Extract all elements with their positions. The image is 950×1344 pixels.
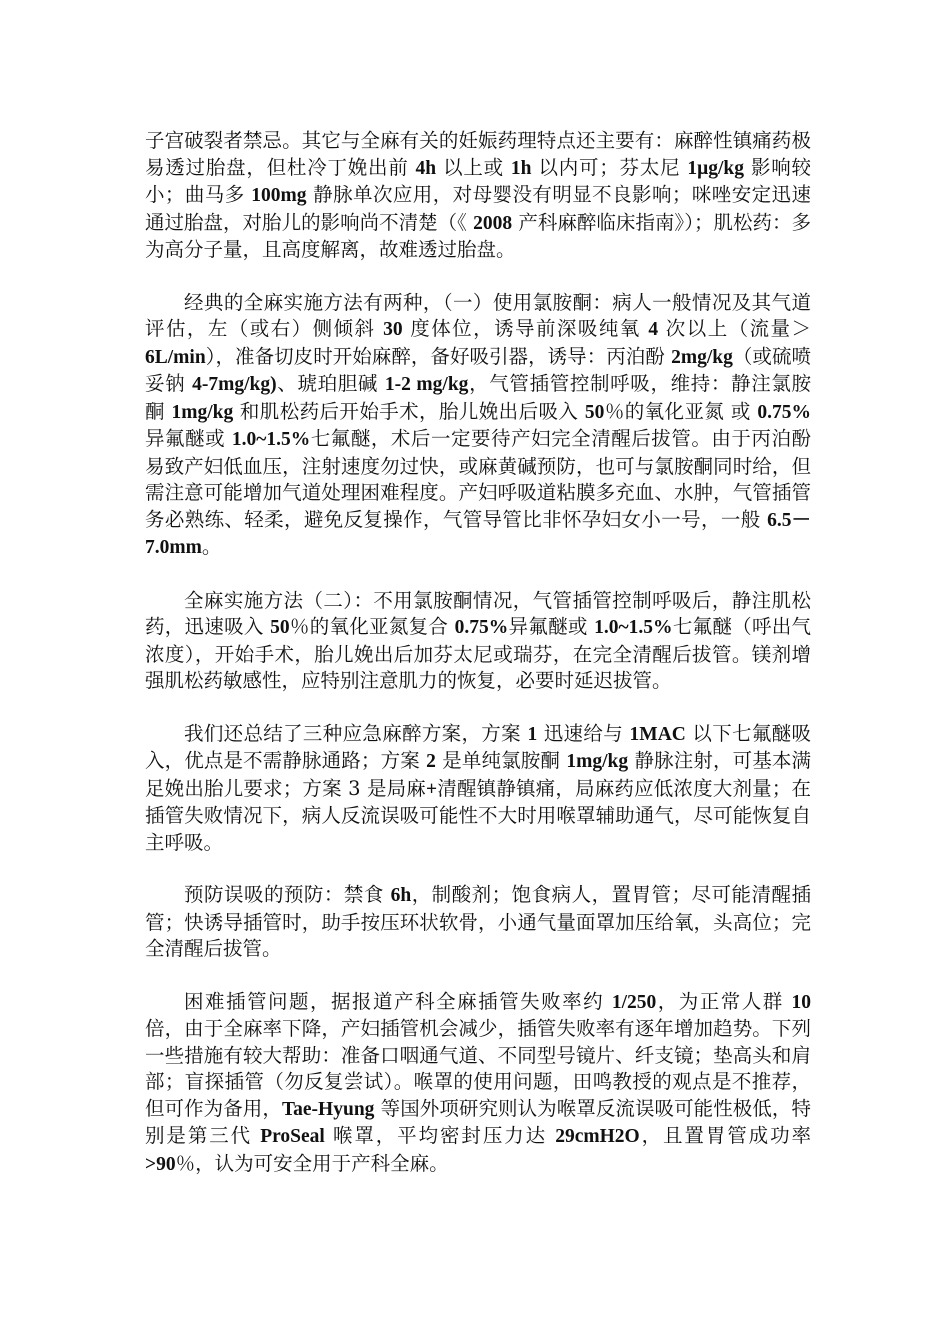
bold-text: 30 [383,319,403,340]
text-segment: 我们还总结了三种应急麻醉方案，方案 [184,721,528,745]
text-segment: （或硫喷妥钠 [145,344,811,395]
bold-text: 1.0~1.5% [231,429,311,450]
text-segment: 预防误吸的预防：禁食 [184,883,391,906]
bold-text: ProSeal [260,1126,325,1147]
text-segment: 经典的全麻实施方法有两种，（一）使用氯胺酮：病人一般情况及其气道评估，左（或右）侧倾斜 [145,290,811,340]
text-segment: 清醒镇静镇痛，局麻药应低浓度大剂量；在插管失败情况下，病人反流误吸可能性不大时用喉罩辅助通气，尽可能恢复自主呼吸。 [145,776,811,854]
bold-text: 4 [648,319,659,340]
text-segment: 全麻实施方法（二）：不用氯胺酮情况，气管插管控制呼吸后，静注肌松药，迅速吸入 [145,588,811,638]
bold-text: 1-2 mg/kg [384,374,469,395]
text-segment: 、琥珀胆碱 [276,372,385,395]
text-segment: 静脉单次应用，对母婴没有明显不良影响；咪唑安定迅速通过胎盘，对胎儿的影响尚不清楚（《 [145,183,811,234]
text-segment: ，制酸剂；饱食病人，置胃管；尽可能清醒插管；快诱导插管时，助手按压环状软骨，小通气量面罩加压给氧，头高位；完全清醒后拔管。 [145,883,811,960]
bold-text: 1mg/kg [566,751,629,772]
bold-text: + [425,778,438,800]
bold-text: 2 [426,751,436,772]
bold-text: 50 [584,401,605,423]
bold-text: 0.75% [757,401,811,423]
bold-text: 29cmH2O [555,1126,640,1147]
text-segment: 喉罩，平均密封压力达 [324,1124,556,1147]
text-segment: 七氟醚（呼出气浓度），开始手术，胎儿娩出后加芬太尼或瑞芬，在完全清醒后拔管。镁剂增强肌松药敏感性，应特别注意肌力的恢复，必要时延迟拔管。 [145,615,811,692]
text-segment: 倍，由于全麻率下降，产妇插管机会减少，插管失败率有逐年增加趋势。下列一些措施有较大帮助：准备口咽通气道、不同型号镜片、纤支镜；垫高头和肩部；盲探插管（勿反复尝试）。喉罩的使用问题，田鸣教授的观点是不推荐，但可作为备用， [145,1017,811,1120]
bold-text: 1/250 [611,991,657,1013]
text-segment: 和肌松药后开始手术，胎儿娩出后吸入 [233,399,585,423]
text-segment: ，气管插管控制呼吸，维持：静注氯胺酮 [145,372,811,423]
bold-text: 10 [791,991,811,1013]
text-segment: 次以上（流量＞ [658,317,811,340]
text-segment: ，为正常人群 [656,989,792,1013]
text-segment: 异氟醚或 [508,615,595,638]
text-segment: 。 [201,535,222,558]
bold-text: 1.0~1.5% [594,617,673,638]
bold-text: 4-7mg/kg) [192,374,277,395]
bold-text: 50 [270,617,290,638]
bold-text: 100mg [251,185,307,206]
text-segment: 以上或 [436,155,511,179]
text-segment: 产科麻醉临床指南》）；肌松药：多为高分子量，且高度解离，故难透过胎盘。 [145,210,812,261]
text-segment: ％的氧化亚氮 或 [604,399,758,423]
bold-text: 1MAC [629,723,686,745]
paragraph-5 [145,882,811,963]
text-segment: ％，认为可安全用于产科全麻。 [175,1151,449,1175]
bold-text: 1mg/kg [171,401,234,423]
text-segment: 异氟醚或 [145,427,232,450]
text-segment: 静脉注射，可基本满足娩出胎儿要求；方案 3 是局麻 [145,749,811,800]
text-segment: ％的氧化亚氮复合 [289,615,455,638]
text-segment: ，且置胃管成功率 [639,1124,811,1147]
paragraph-6 [145,989,811,1179]
paragraph-4 [145,721,811,857]
text-segment: 子宫破裂者禁忌。其它与全麻有关的妊娠药理特点还主要有：麻醉性镇痛药极易透过胎盘，但杜冷丁娩出前 [145,129,811,179]
text-segment: 是单纯氯胺酮 [435,749,567,772]
bold-text: Tae-Hyung [281,1098,375,1120]
bold-text: 2mg/kg [671,346,733,368]
bold-text: 6h [390,885,412,906]
text-segment: 迅速给与 [537,721,630,745]
bold-text: 1 [527,723,538,745]
bold-text: 0.75% [454,617,509,638]
bold-text: 1h [510,157,532,179]
paragraph-3 [145,588,811,695]
text-segment: 等国外项研究则认为喉罩反流误吸可能性极低，特别是第三代 [145,1096,811,1147]
bold-text: 6.5－7.0mm [145,509,811,558]
text-segment: 度体位，诱导前深吸纯氧 [402,317,649,340]
bold-text: 6L/min [145,346,206,368]
paragraph-2 [145,290,811,562]
bold-text: 2008 [473,212,513,234]
text-segment: 以下七氟醚吸入，优点是不需静脉通路；方案 [145,721,811,772]
text-segment: 困难插管问题，据报道产科全麻插管失败率约 [184,989,612,1013]
bold-text: 1μg/kg [687,157,744,179]
text-segment: 以内可；芬太尼 [531,155,688,179]
text-segment: 影响较小；曲马多 [145,155,811,206]
text-segment: ），准备切皮时开始麻醉，备好吸引器，诱导：丙泊酚 [205,344,672,368]
paragraph-1 [145,128,811,264]
bold-text: 4h [415,157,437,179]
bold-text: >90 [145,1153,176,1175]
text-segment: 七氟醚，术后一定要待产妇完全清醒后拔管。由于丙泊酚易致产妇低血压，注射速度勿过快，或麻黄碱预防，也可与氯胺酮同时给，但需注意可能增加气道处理困难程度。产妇呼吸道粘膜多充血、水肿，气管插管务必熟练、轻柔，避免反复操作，气管导管比非怀孕妇女小一号，一般 [145,427,811,531]
document-page [145,128,811,1204]
